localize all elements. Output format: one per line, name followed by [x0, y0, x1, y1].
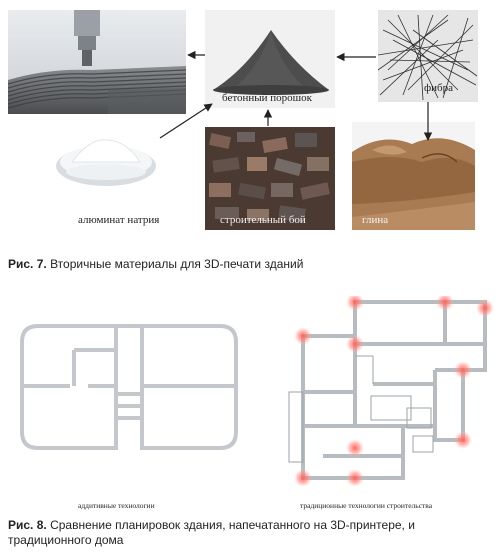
construction-waste-label: строительный бой: [220, 214, 306, 226]
figure-8: [0, 288, 500, 510]
figure-7-text: Вторичные материалы для 3D-печати зданий: [50, 257, 304, 271]
clay-label: глина: [362, 214, 389, 226]
traditional-label: традиционные технологии строительства: [300, 501, 433, 510]
figure-8-caption: [8, 518, 496, 548]
figure-8-number: Рис. 8.: [8, 518, 47, 532]
sodium-aluminate-label: алюминат натрия: [78, 214, 160, 226]
concrete-powder-label: бетонный порошок: [222, 92, 312, 104]
traditional-floor-plan: [285, 296, 495, 486]
figure-8-text-line2: традиционного дома: [8, 533, 124, 547]
flow-arrows: [0, 0, 500, 240]
figure-7-number: Рис. 7.: [8, 257, 47, 271]
fiber-label: фибра: [424, 82, 453, 94]
figure-7: [0, 0, 500, 240]
additive-label: аддитивные технологии: [78, 501, 155, 510]
figure-8-text-line1: Сравнение планировок здания, напечатанного на 3D-принтере, и: [50, 518, 415, 532]
figure-7-caption: [8, 257, 303, 272]
additive-floor-plan: [18, 322, 240, 452]
